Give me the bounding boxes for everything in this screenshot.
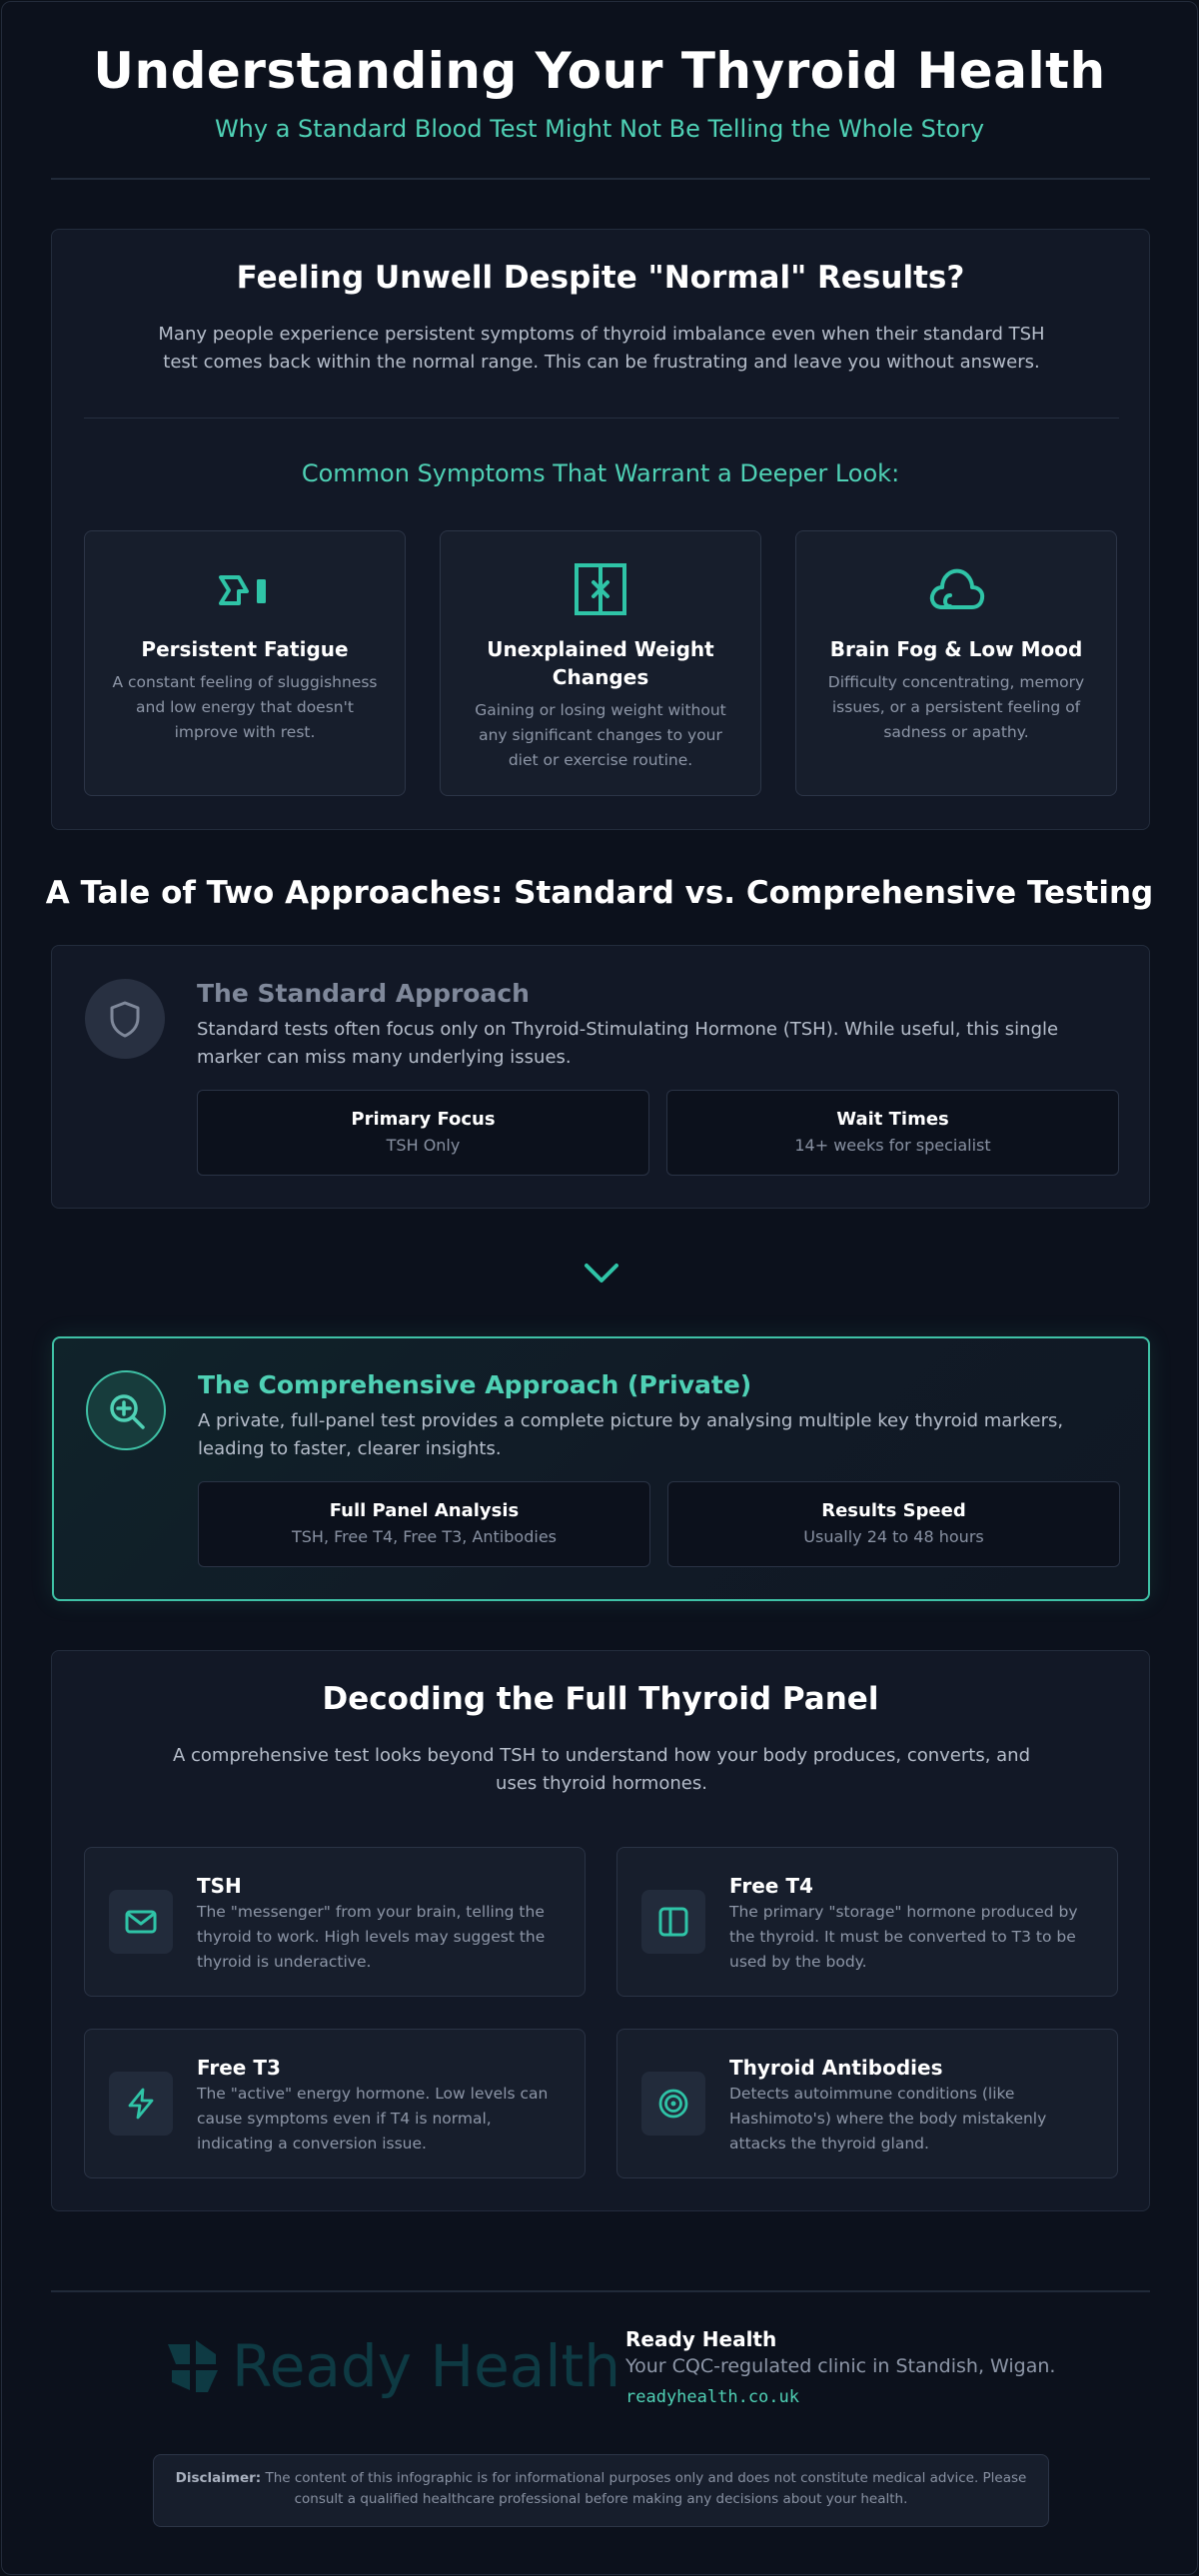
marker-icon-box xyxy=(109,2072,173,2136)
lightning-icon xyxy=(125,2088,157,2120)
symptoms-heading: Common Symptoms That Warrant a Deeper Look: xyxy=(301,459,900,487)
fact-value: TSH Only xyxy=(386,1136,461,1155)
symptom-card-brain-fog xyxy=(795,530,1117,796)
marker-icon-box xyxy=(109,1890,173,1954)
brand-logo xyxy=(168,2332,620,2400)
fact-label: Wait Times xyxy=(836,1109,949,1130)
disclaimer-label: Disclaimer: xyxy=(175,2470,262,2486)
standard-approach-card xyxy=(51,945,1150,1209)
intro-divider xyxy=(84,418,1119,419)
logo-wordmark: Ready Health xyxy=(232,2332,620,2400)
standard-title: The Standard Approach xyxy=(197,979,530,1008)
storage-icon xyxy=(657,1906,689,1938)
marker-card-tsh xyxy=(84,1847,586,1997)
comprehensive-icon-circle xyxy=(86,1370,166,1450)
footer-clinic-name: Ready Health xyxy=(625,2327,777,2351)
symptom-title: Persistent Fatigue xyxy=(141,637,349,661)
footer-divider xyxy=(51,2290,1150,2292)
fact-value: Usually 24 to 48 hours xyxy=(803,1527,984,1546)
standard-icon-circle xyxy=(85,979,165,1059)
battery-low-icon xyxy=(217,561,273,617)
disclaimer-text: The content of this infographic is for informational purposes only and does not constitute medical advice. Please consult a qualified healthcare professional before making any decisions about your health. xyxy=(265,2470,1027,2507)
marker-text: Detects autoimmune conditions (like Hashimoto's) where the body mistakenly attacks the thyroid gland. xyxy=(729,2085,1047,2152)
symptom-title: Brain Fog & Low Mood xyxy=(829,637,1083,661)
logo-mark-icon xyxy=(168,2338,222,2394)
comprehensive-approach-card xyxy=(52,1336,1150,1601)
fact-label: Results Speed xyxy=(821,1500,966,1521)
fact-value: TSH, Free T4, Free T3, Antibodies xyxy=(292,1527,557,1546)
mail-icon xyxy=(125,1906,157,1938)
standard-fact-primary-focus xyxy=(197,1090,649,1176)
scale-icon xyxy=(573,561,628,617)
fact-value: 14+ weeks for specialist xyxy=(794,1136,991,1155)
chevron-down-icon xyxy=(584,1263,619,1285)
comprehensive-fact-results-speed xyxy=(667,1481,1120,1567)
disclaimer-box xyxy=(153,2454,1049,2527)
symptom-title: Unexplained Weight Changes xyxy=(487,637,714,689)
marker-text: The "messenger" from your brain, telling the thyroid to work. High levels may suggest the thyroid is underactive. xyxy=(197,1903,546,1971)
page-subtitle: Why a Standard Blood Test Might Not Be Telling the Whole Story xyxy=(214,115,985,143)
fact-label: Full Panel Analysis xyxy=(329,1500,520,1521)
panel-title: Decoding the Full Thyroid Panel xyxy=(322,1681,879,1717)
intro-title: Feeling Unwell Despite "Normal" Results? xyxy=(236,260,965,296)
infographic-page xyxy=(1,1,1198,2575)
marker-text: The "active" energy hormone. Low levels can cause symptoms even if T4 is normal, indicating a conversion issue. xyxy=(197,2085,549,2152)
comprehensive-text: A private, full-panel test provides a complete picture by analysing multiple key thyroid markers, leading to faster, clearer insights. xyxy=(198,1410,1064,1459)
footer-tagline: Your CQC-regulated clinic in Standish, Wigan. xyxy=(625,2355,1056,2377)
marker-title: Free T3 xyxy=(197,2056,281,2080)
comprehensive-fact-full-panel xyxy=(198,1481,650,1567)
marker-text: The primary "storage" hormone produced by the thyroid. It must be converted to T3 to be used by the body. xyxy=(729,1903,1078,1971)
symptom-card-weight xyxy=(440,530,761,796)
symptom-text: A constant feeling of sluggishness and low energy that doesn't improve with rest. xyxy=(112,673,378,741)
symptom-text: Difficulty concentrating, memory issues, or a persistent feeling of sadness or apathy. xyxy=(827,673,1085,741)
target-icon xyxy=(657,2088,689,2120)
page-title: Understanding Your Thyroid Health xyxy=(93,42,1106,100)
comparison-title: A Tale of Two Approaches: Standard vs. Comprehensive Testing xyxy=(45,875,1154,911)
marker-card-free-t3 xyxy=(84,2029,586,2178)
standard-text: Standard tests often focus only on Thyroid-Stimulating Hormone (TSH). While useful, this single marker can miss many underlying issues. xyxy=(197,1019,1059,1068)
comprehensive-title: The Comprehensive Approach (Private) xyxy=(198,1370,752,1399)
cloud-icon xyxy=(923,561,989,617)
marker-title: Free T4 xyxy=(729,1874,813,1898)
fact-label: Primary Focus xyxy=(351,1109,496,1130)
standard-fact-wait-times xyxy=(666,1090,1119,1176)
marker-icon-box xyxy=(641,2072,705,2136)
symptom-text: Gaining or losing weight without any significant changes to your diet or exercise routine. xyxy=(475,701,726,769)
header-divider xyxy=(51,178,1150,180)
intro-text: Many people experience persistent symptoms of thyroid imbalance even when their standard TSH test comes back within the normal range. This can be frustrating and leave you without answers. xyxy=(158,324,1045,373)
panel-text: A comprehensive test looks beyond TSH to understand how your body produces, converts, and uses thyroid hormones. xyxy=(172,1745,1031,1794)
marker-card-free-t4 xyxy=(616,1847,1118,1997)
marker-icon-box xyxy=(641,1890,705,1954)
footer-website-link[interactable]: readyhealth.co.uk xyxy=(625,2387,799,2407)
marker-card-antibodies xyxy=(616,2029,1118,2178)
symptom-card-fatigue xyxy=(84,530,406,796)
marker-title: TSH xyxy=(197,1874,242,1898)
zoom-in-icon xyxy=(107,1391,147,1431)
shield-icon xyxy=(108,1000,142,1038)
marker-title: Thyroid Antibodies xyxy=(729,2056,943,2080)
